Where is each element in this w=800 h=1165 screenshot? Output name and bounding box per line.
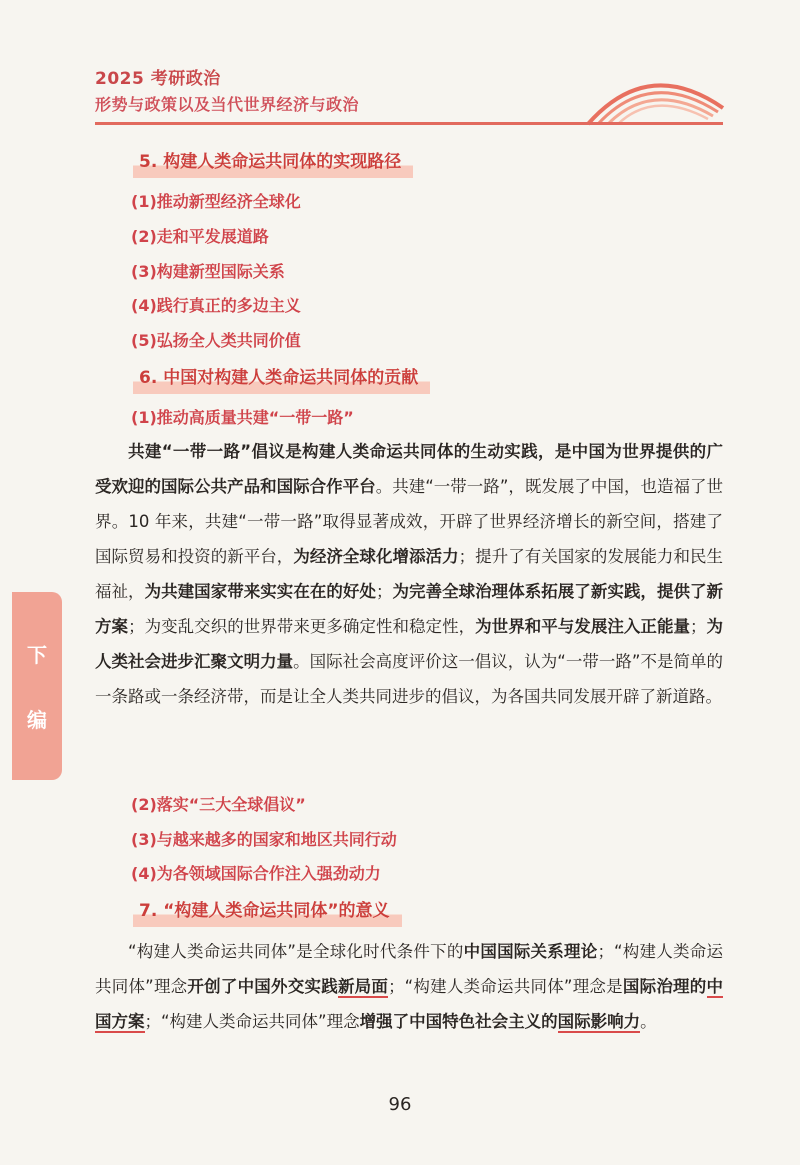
list-item: (4)为各领域国际合作注入强劲动力 (131, 864, 381, 883)
paragraph-significance: “构建人类命运共同体”是全球化时代条件下的中国国际关系理论；“构建人类命运共同体”理念开创了中国外交实践新局面；“构建人类命运共同体”理念是国际治理的中国方案；“构建人类命运共同体”理念增强了中国特色社会主义的国际影响力。 (95, 942, 724, 1031)
header-year-title: 2025 考研政治 (95, 69, 221, 89)
list-item: (1)推动新型经济全球化 (131, 192, 301, 211)
list-item: (1)推动高质量共建“一带一路” (131, 408, 354, 427)
list-item: (4)践行真正的多边主义 (131, 296, 301, 315)
header-divider (95, 122, 723, 125)
section-5-heading: 5. 构建人类命运共同体的实现路径 (133, 147, 413, 178)
section-7-heading: 7. “构建人类命运共同体”的意义 (133, 896, 402, 927)
paragraph-belt-and-road: 共建“一带一路”倡议是构建人类命运共同体的生动实践，是中国为世界提供的广受欢迎的国际公共产品和国际合作平台。共建“一带一路”，既发展了中国，也造福了世界。10 年来，共建“一带一路”取得显著成效，开辟了世界经济增长的新空间，搭建了国际贸易和投资的新平台，为经济全球化增添活力；提升了有关国家的发展能力和民生福祉，为共建国家带来实实在在的好处；为完善全球治理体系拓展了新实践，提供了新方案；为变乱交织的世界带来更多确定性和稳定性，为世界和平与发展注入正能量；为人类社会进步汇聚文明力量。国际社会高度评价这一倡议，认为“一带一路”不是简单的一条路或一条经济带，而是让全人类共同进步的倡议，为各国共同发展开辟了新道路。 (95, 442, 724, 706)
page-number: 96 (388, 1094, 412, 1115)
header-arc-decoration-icon (578, 66, 728, 126)
side-tab (12, 592, 62, 780)
list-item: (3)构建新型国际关系 (131, 262, 285, 281)
list-item: (2)落实“三大全球倡议” (131, 795, 306, 814)
list-item: (3)与越来越多的国家和地区共同行动 (131, 830, 397, 849)
header-subtitle: 形势与政策以及当代世界经济与政治 (95, 95, 360, 114)
side-tab-char-1: 下 (27, 643, 47, 667)
list-item: (5)弘扬全人类共同价值 (131, 331, 301, 350)
section-6-heading: 6. 中国对构建人类命运共同体的贡献 (133, 363, 430, 394)
side-tab-char-2: 编 (27, 708, 47, 732)
list-item: (2)走和平发展道路 (131, 227, 269, 246)
